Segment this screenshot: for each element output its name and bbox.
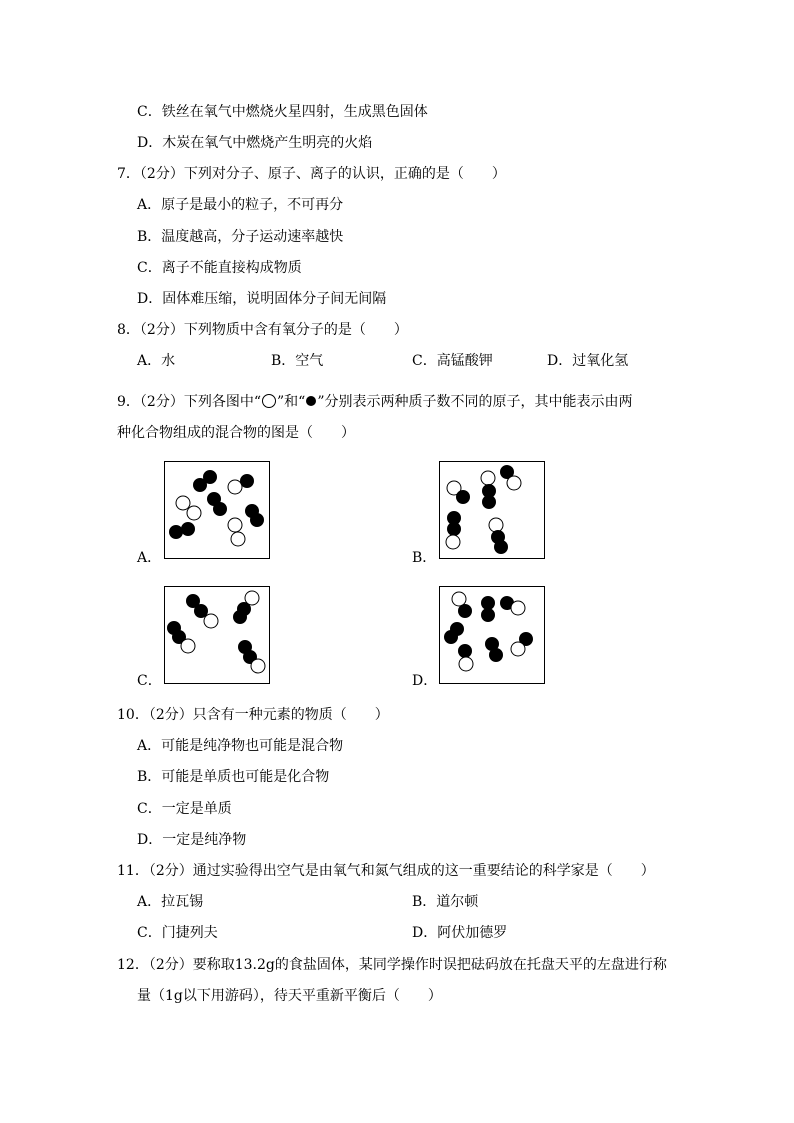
atom-filled [482, 597, 495, 610]
q10-option-b: B．可能是单质也可能是化合物 [137, 769, 330, 785]
q12-stem-line2: 量（1g以下用游码），待天平重新平衡后（ ） [137, 988, 442, 1004]
atom-filled [448, 523, 461, 536]
atom-filled [241, 475, 254, 488]
q6-option-c: C．铁丝在氧气中燃烧火星四射，生成黑色固体 [137, 104, 428, 120]
atom-hollow [446, 535, 460, 549]
atom-filled [251, 514, 264, 527]
atom-hollow [181, 639, 195, 653]
atom-hollow [489, 518, 503, 532]
figure-d-label: D． [412, 673, 438, 689]
atom-hollow [452, 592, 466, 606]
atom-filled [195, 605, 208, 618]
figure-a-particles [165, 462, 269, 558]
figure-c-box [164, 586, 270, 684]
q8-option-a: A．水 [137, 353, 176, 369]
atom-filled [445, 631, 458, 644]
q9-stem [117, 392, 632, 412]
q8-option-b: B．空气 [271, 353, 324, 369]
q7-option-b: B．温度越高，分子运动速率越快 [137, 229, 344, 245]
atom-filled [495, 541, 508, 554]
q8-stem: 8．（2分）下列物质中含有氧分子的是（ ） [117, 322, 408, 338]
atom-hollow [176, 496, 190, 510]
atom-filled [182, 523, 195, 536]
atom-hollow [511, 601, 525, 615]
figure-d-box [439, 586, 545, 684]
hollow-circle-icon [261, 394, 277, 410]
q10-option-a: A．可能是纯净物也可能是混合物 [137, 738, 344, 754]
q6-option-d: D．木炭在氧气中燃烧产生明亮的火焰 [137, 135, 373, 151]
atom-filled [457, 491, 470, 504]
q12-stem: 12．（2分）要称取13.2g的食盐固体，某同学操作时误把砝码放在托盘天平的左盘进行称 [117, 957, 667, 973]
atom-hollow [481, 471, 495, 485]
atom-filled [459, 645, 472, 658]
atom-hollow [231, 532, 245, 546]
q9-stem-part1: 9．（2分）下列各图中“ [117, 394, 261, 410]
atom-hollow [507, 476, 521, 490]
atom-filled [483, 496, 496, 509]
q9-stem-line2: 种化合物组成的混合物的图是（ ） [117, 425, 355, 441]
q11-option-c: C．门捷列夫 [137, 925, 218, 941]
q9-stem-part2: ”和“ [276, 394, 306, 410]
atom-hollow [459, 657, 473, 671]
q11-option-a: A．拉瓦锡 [137, 894, 204, 910]
atom-filled [234, 611, 247, 624]
q8-option-c: C．高锰酸钾 [412, 353, 493, 369]
q11-option-b: B．道尔顿 [412, 894, 479, 910]
atom-hollow [204, 614, 218, 628]
atom-hollow [187, 506, 201, 520]
atom-filled [482, 609, 495, 622]
atom-hollow [228, 480, 242, 494]
figure-c-particles [165, 587, 269, 683]
atom-hollow [251, 659, 265, 673]
atom-filled [204, 471, 217, 484]
atom-filled [490, 649, 503, 662]
figure-a-label: A． [137, 550, 162, 566]
figure-b-label: B． [412, 550, 437, 566]
atom-filled [170, 526, 183, 539]
q11-stem: 11．（2分）通过实验得出空气是由氧气和氮气组成的这一重要结论的科学家是（ ） [117, 863, 655, 879]
q10-option-c: C．一定是单质 [137, 801, 232, 817]
figure-b-box [439, 461, 545, 559]
figure-d-particles [440, 587, 544, 683]
figure-a-box [164, 461, 270, 559]
q7-option-c: C．离子不能直接构成物质 [137, 260, 302, 276]
q9-stem-part3: ”分别表示两种质子数不同的原子，其中能表示由两 [317, 394, 633, 410]
figure-c-label: C． [137, 673, 162, 689]
figure-b-particles [440, 462, 544, 558]
q11-option-d: D．阿伏加德罗 [412, 925, 508, 941]
q8-option-d: D．过氧化氢 [547, 353, 629, 369]
atom-hollow [228, 518, 242, 532]
filled-circle-icon [305, 395, 317, 409]
atom-filled [214, 503, 227, 516]
q7-option-d: D．固体难压缩，说明固体分子间无间隔 [137, 291, 387, 307]
atom-filled [459, 605, 472, 618]
q7-option-a: A．原子是最小的粒子，不可再分 [137, 197, 344, 213]
q10-option-d: D．一定是纯净物 [137, 832, 247, 848]
atom-hollow [511, 642, 525, 656]
q10-stem: 10．（2分）只含有一种元素的物质（ ） [117, 707, 389, 723]
q7-stem: 7．（2分）下列对分子、原子、离子的认识，正确的是（ ） [117, 166, 506, 182]
